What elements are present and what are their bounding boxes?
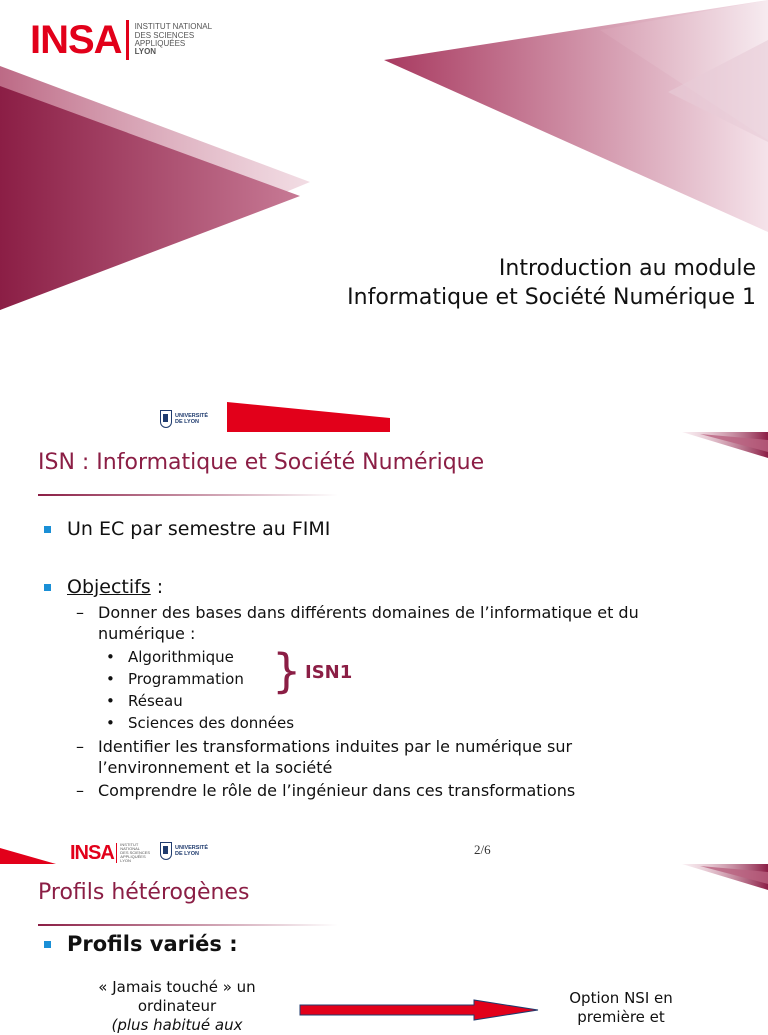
ul-text xyxy=(175,413,208,425)
domain-item: • Algorithmique xyxy=(44,646,639,668)
profile-left-line: ordinateur xyxy=(137,997,217,1015)
ul-line: UNIVERSITÉ xyxy=(175,412,209,419)
bullet-square-icon xyxy=(44,584,51,591)
right-arrow-icon xyxy=(300,1000,538,1020)
insa-wordmark: INSA xyxy=(70,842,114,864)
insa-sub-line: INSTITUT NATIONAL xyxy=(134,22,213,32)
sub-bullet xyxy=(44,736,639,778)
title-line-1: Introduction au module xyxy=(498,256,756,281)
domain-item: • Réseau xyxy=(44,690,639,712)
logo-separator xyxy=(126,20,129,60)
profile-right-text xyxy=(548,989,694,1027)
bullet-item xyxy=(44,518,330,540)
sub-bullet-line: – Comprendre le rôle de l’ingénieur dans ces transformations xyxy=(98,781,576,800)
curly-brace-icon: } xyxy=(272,644,302,698)
ul-line: DE LYON xyxy=(175,419,199,425)
domain-item: • Sciences des données xyxy=(44,712,639,734)
insa-subtitle xyxy=(120,843,154,864)
title-underline xyxy=(38,494,338,496)
university-crest-icon xyxy=(160,410,172,428)
universite-de-lyon-logo xyxy=(160,842,208,860)
objectifs-block xyxy=(44,576,639,801)
title-slide xyxy=(0,0,768,400)
sub-bullet-line: – Donner des bases dans différents domaines de l’informatique et du xyxy=(98,603,639,622)
slide-title-block xyxy=(347,254,756,312)
slide-title: Profils hétérogènes xyxy=(38,880,250,905)
university-crest-icon xyxy=(160,842,172,860)
ul-text xyxy=(175,845,208,857)
bullet-square-icon xyxy=(44,526,51,533)
insa-sub-line: APPLIQUÉES xyxy=(120,854,146,860)
insa-sub-line: LYON xyxy=(134,47,157,57)
profile-left-text xyxy=(82,978,272,1035)
sub-bullet-line: numérique : xyxy=(98,624,196,643)
objectifs-label: Objectifs xyxy=(67,576,151,598)
bullet-item xyxy=(44,576,639,598)
sub-bullet xyxy=(44,780,639,801)
title-underline xyxy=(38,924,338,926)
objectifs-colon: : xyxy=(150,576,164,598)
insa-sub-line: INSTITUT NATIONAL xyxy=(120,841,141,851)
bullet-item xyxy=(44,932,238,956)
insa-subtitle xyxy=(135,23,215,57)
content-slide xyxy=(0,400,768,840)
bullet-text: Un EC par semestre au FIMI xyxy=(67,518,331,540)
profile-right-line: Option NSI en xyxy=(569,989,673,1007)
profile-left-line: (plus habitué aux xyxy=(111,1016,243,1034)
sub-bullet-line: – Identifier les transformations induites par le numérique sur xyxy=(98,737,573,756)
bullet-list xyxy=(44,518,330,540)
insa-wordmark: INSA xyxy=(30,18,122,62)
sub-bullet xyxy=(44,602,639,644)
profile-right-line: première et xyxy=(577,1008,665,1026)
insa-sub-line: LYON xyxy=(120,858,131,864)
logo-separator xyxy=(116,843,118,863)
bullet-text: Profils variés : xyxy=(67,932,238,956)
page-number: 2/6 xyxy=(474,842,491,857)
title-line-2: Informatique et Société Numérique 1 xyxy=(347,285,756,310)
sub-bullet-line: l’environnement et la société xyxy=(98,758,333,777)
universite-de-lyon-logo xyxy=(160,410,208,428)
ul-line: DE LYON xyxy=(175,851,199,857)
ul-line: UNIVERSITÉ xyxy=(175,844,209,851)
bullet-square-icon xyxy=(44,941,51,948)
insa-sub-line: APPLIQUÉES xyxy=(134,39,186,48)
insa-sub-line: DES SCIENCES xyxy=(120,849,151,855)
profile-left-line: « Jamais touché » un xyxy=(98,978,256,996)
slide-title: ISN : Informatique et Société Numérique xyxy=(38,450,485,475)
insa-sub-line: DES SCIENCES xyxy=(134,30,195,40)
domain-item: • Programmation xyxy=(44,668,639,690)
domain-list xyxy=(44,646,639,734)
bullet-list xyxy=(44,932,238,956)
insa-logo xyxy=(30,18,215,62)
insa-logo xyxy=(70,842,154,864)
isn1-label: ISN1 xyxy=(305,662,353,683)
content-slide-3 xyxy=(0,836,768,1034)
